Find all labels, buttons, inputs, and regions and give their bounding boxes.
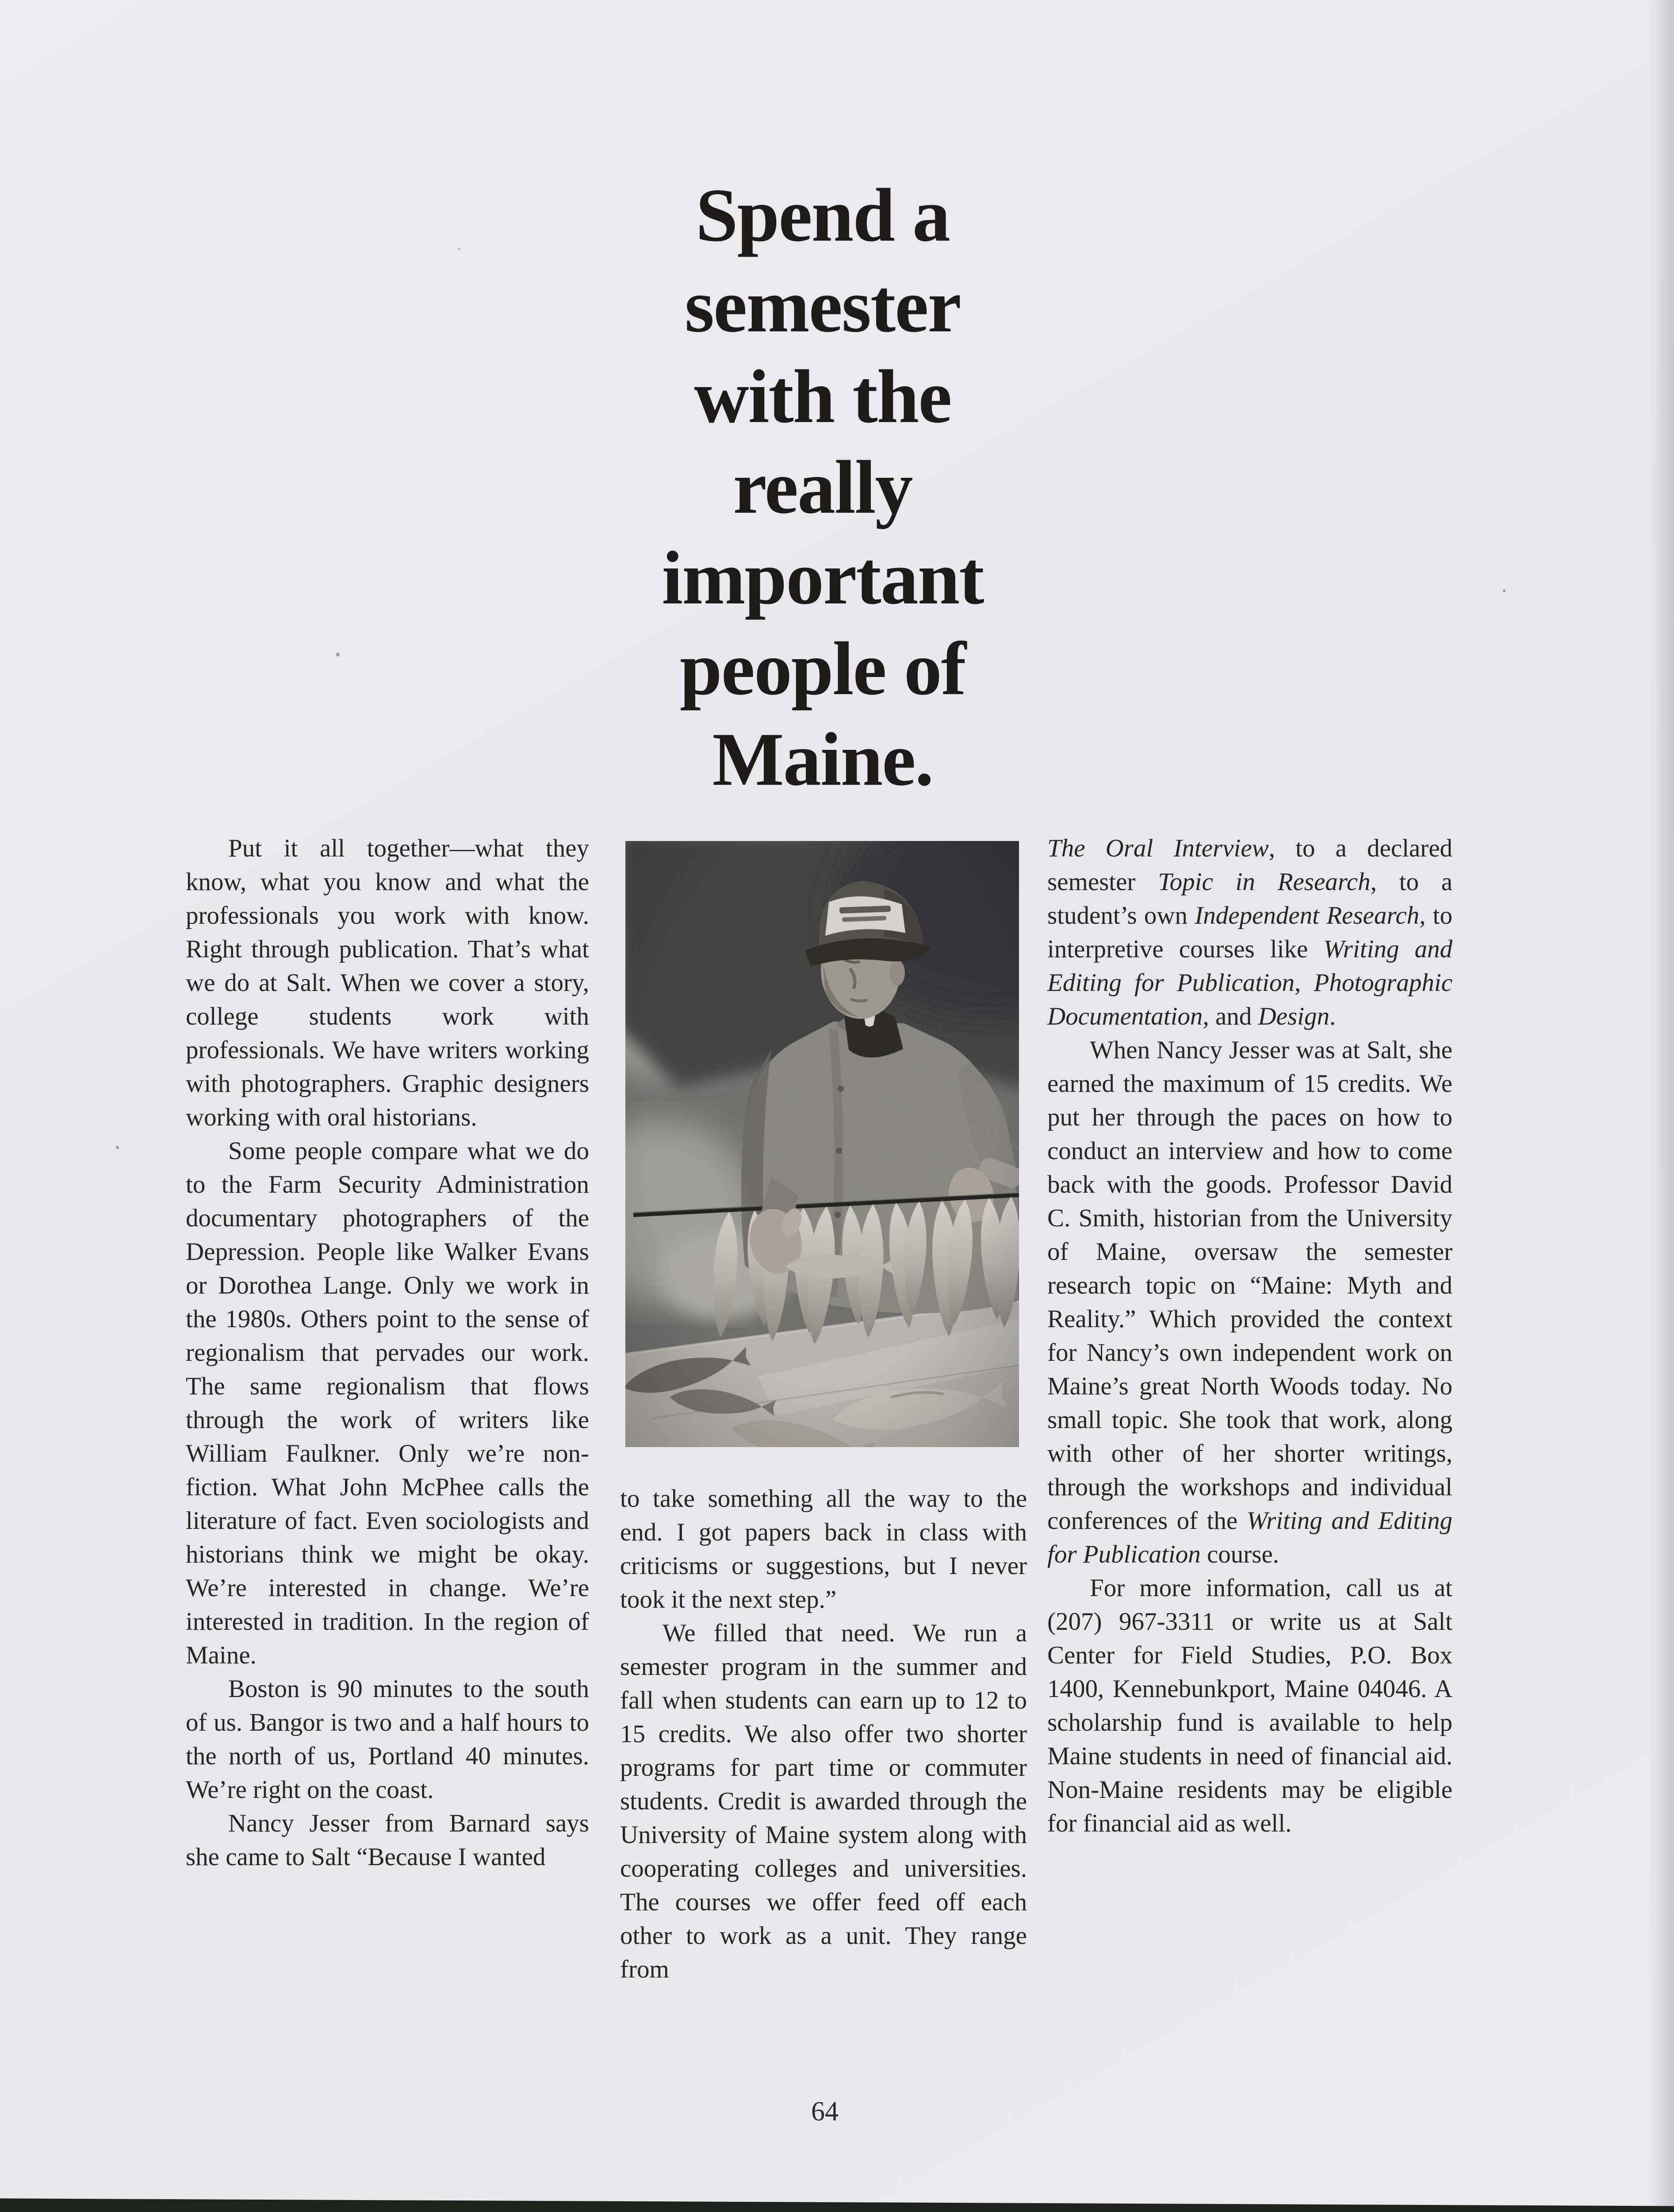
dust-speck [458, 248, 460, 250]
paragraph [186, 1134, 589, 1672]
page-number: 64 [811, 2097, 839, 2127]
italic-text-run: Independent Research [1195, 902, 1420, 929]
italic-text-run: Photographic Documentation [1047, 969, 1453, 1030]
text-run: , to a declared semester [1047, 834, 1452, 896]
italic-text-run: Writing and Editing for Publication [1047, 1507, 1452, 1568]
dust-speck [336, 653, 340, 657]
text-run: course. [1200, 1540, 1279, 1568]
dust-speck [1503, 589, 1505, 592]
headline-line: Spend a [696, 173, 950, 257]
paragraph [186, 1807, 589, 1874]
paragraph [1047, 832, 1452, 1033]
text-run: When Nancy Jesser was at Salt, she earned the maximum of 15 credits. We put her through the paces on how to conduct an interview and how to come back with the goods. Professor David C. Smith, historian from the University of Maine, oversaw the semester research topic on “Maine: Myth and Reality.” Which provided the context for Nancy’s own independent work on Maine’s great North Woods today. No small topic. She took that work, along with other of her shorter writings, through the workshops and individual conferences of the [1047, 1036, 1452, 1535]
text-run: , to a student’s own [1047, 868, 1453, 929]
text-run: to take something all the way to the end. I got papers back in class with criticisms or suggestions, but I never took it the next step.” [620, 1485, 1027, 1613]
headline-line: semester [685, 264, 961, 348]
italic-text-run: The Oral Interview [1047, 834, 1269, 862]
text-run: . [1329, 1002, 1336, 1030]
headline-line: people of [679, 627, 966, 711]
paragraph [1047, 1033, 1452, 1571]
headline-line: with the [694, 355, 951, 439]
fisherman-photo-illustration [625, 841, 1019, 1447]
italic-text-run: Writing and Editing for Publication [1047, 935, 1453, 997]
text-run: Put it all together—what they know, what you know and what the professionals you work with know. Right through publication. That’s what we do at Salt. When we cover a story, college students work with professionals. We have writers working with photographers. Graphic designers working with oral historians. [186, 834, 589, 1131]
text-run: , and [1203, 1002, 1258, 1030]
paragraph [186, 1672, 589, 1807]
paragraph [620, 1482, 1027, 1617]
column-left [186, 832, 589, 1874]
italic-text-run: Design [1258, 1002, 1329, 1030]
italic-text-run: Topic in Research [1158, 868, 1371, 896]
text-run: Nancy Jesser from Barnard says she came to Salt “Because I wanted [186, 1809, 589, 1871]
headline [597, 170, 1048, 805]
paragraph [1047, 1571, 1452, 1840]
fisherman-photo [625, 841, 1019, 1447]
text-run: , [1294, 969, 1314, 997]
paragraph [620, 1617, 1027, 1986]
scan-edge-bar [0, 2170, 1674, 2212]
text-run: Some people compare what we do to the Farm Security Administration documentary photographers of the Depression. People like Walker Evans or Dorothea Lange. Only we work in the 1980s. Others point to the sense of regionalism that pervades our work. The same regionalism that flows through the work of writers like William Faulkner. Only we’re non-fiction. What John McPhee calls the literature of fact. Even sociologists and historians think we might be okay. We’re interested in change. We’re interested in tradition. In the region of Maine. [186, 1137, 589, 1669]
headline-line: important [662, 536, 984, 620]
text-run: We filled that need. We run a semester program in the summer and fall when students can earn up to 12 to 15 credits. We also offer two shorter programs for part time or commuter students. Credit is awarded through the University of Maine system along with cooperating colleges and universities. The courses we offer feed off each other to work as a unit. They range from [620, 1619, 1027, 1983]
text-run: For more information, call us at (207) 967-3311 or write us at Salt Center for Field Studies, P.O. Box 1400, Kennebunkport, Maine 04046. A scholarship fund is available to help Maine students in need of financial aid. Non-Maine residents may be eligible for financial aid as well. [1047, 1574, 1452, 1837]
column-middle [620, 1482, 1027, 1986]
dust-speck [116, 1146, 119, 1149]
headline-line: Maine. [712, 718, 933, 802]
text-run: , to interpretive courses like [1047, 902, 1452, 963]
page-edge-shadow [1650, 0, 1674, 2212]
headline-line: really [733, 445, 912, 530]
text-run: Boston is 90 minutes to the south of us. Bangor is two and a half hours to the north of us, Portland 40 minutes. We’re right on the coast. [186, 1675, 589, 1804]
paragraph [186, 832, 589, 1134]
column-right [1047, 832, 1452, 1840]
